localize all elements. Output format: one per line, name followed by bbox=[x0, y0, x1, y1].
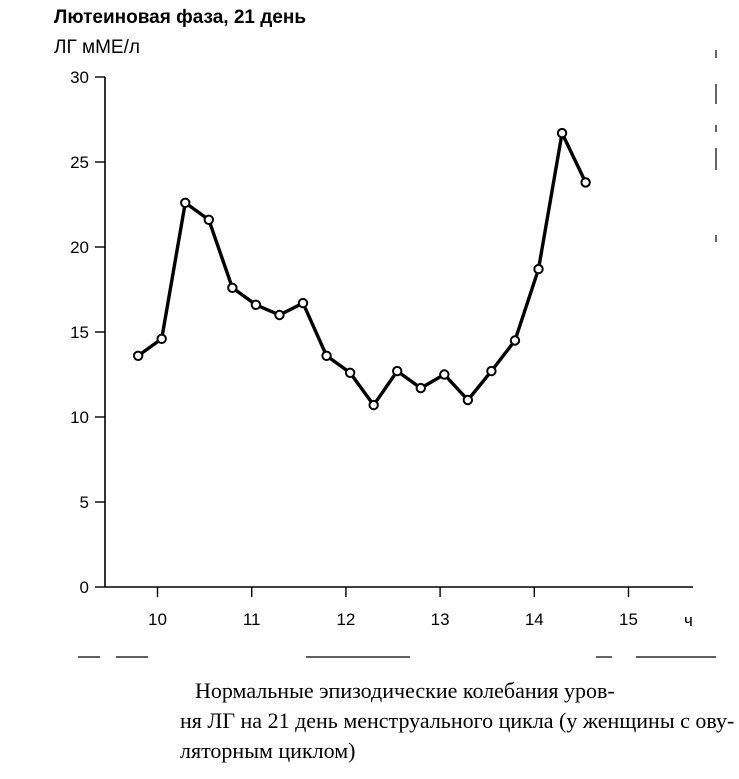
y-tick-label: 15 bbox=[70, 323, 89, 342]
data-point bbox=[558, 129, 566, 137]
plot-area bbox=[134, 129, 590, 409]
data-point bbox=[511, 336, 519, 344]
data-point bbox=[299, 299, 307, 307]
caption-line-1: Нормальные эпизодические колебания уров- bbox=[195, 678, 615, 703]
data-point bbox=[158, 335, 166, 343]
data-point bbox=[464, 396, 472, 404]
x-tick-label: 10 bbox=[148, 610, 167, 629]
x-axis-unit-label: ч bbox=[684, 611, 693, 630]
data-point bbox=[534, 265, 542, 273]
chart-title: Лютеиновая фаза, 21 день bbox=[54, 7, 307, 28]
y-ticks bbox=[70, 68, 105, 597]
series-line bbox=[138, 133, 585, 405]
data-point bbox=[228, 284, 236, 292]
y-tick-label: 5 bbox=[79, 493, 89, 512]
x-tick-label: 14 bbox=[524, 610, 544, 629]
data-point bbox=[346, 369, 354, 377]
data-point bbox=[322, 352, 330, 360]
y-tick-label: 10 bbox=[70, 408, 89, 427]
data-point bbox=[134, 352, 142, 360]
x-tick-label: 15 bbox=[619, 610, 638, 629]
x-tick-label: 13 bbox=[430, 610, 450, 629]
data-point bbox=[205, 216, 213, 224]
axes bbox=[105, 77, 693, 587]
x-tick-label: 11 bbox=[242, 610, 261, 629]
data-point bbox=[440, 370, 448, 378]
y-tick-label: 25 bbox=[70, 153, 89, 172]
data-point bbox=[275, 311, 283, 319]
caption-line-2: ня ЛГ на 21 день менструального цикла (у женщины с ову- bbox=[180, 708, 735, 733]
data-point bbox=[417, 384, 425, 392]
y-tick-label: 0 bbox=[79, 578, 89, 597]
data-point bbox=[181, 199, 189, 207]
data-point bbox=[369, 401, 377, 409]
figure-caption bbox=[180, 676, 735, 766]
x-ticks bbox=[148, 587, 638, 629]
x-tick-label: 12 bbox=[336, 610, 356, 629]
y-axis-label: ЛГ мМЕ/л bbox=[54, 37, 140, 58]
data-point bbox=[487, 367, 495, 375]
y-tick-label: 20 bbox=[70, 238, 89, 257]
caption-line-3: ляторным циклом) bbox=[180, 738, 356, 763]
scan-artifacts bbox=[78, 50, 716, 657]
data-point bbox=[393, 367, 401, 375]
y-tick-label: 30 bbox=[70, 68, 89, 87]
data-point bbox=[581, 178, 589, 186]
data-point bbox=[252, 301, 260, 309]
